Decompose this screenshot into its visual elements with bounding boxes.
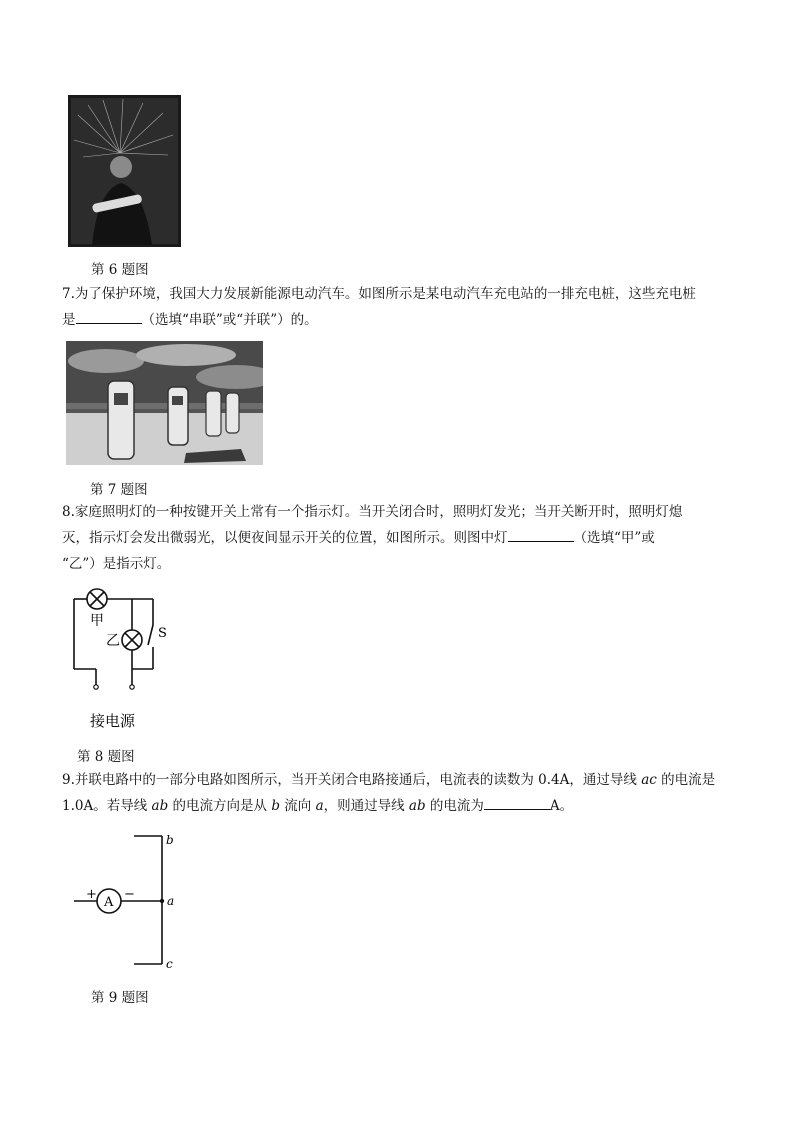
q9-line2-a: 1.0A。若导线: [62, 798, 148, 814]
q9-line2-b: 的电流方向是从: [172, 798, 268, 814]
q8-line2-before: 灭，指示灯会发出微弱光，以便夜间显示开关的位置，如图所示。则图中灯: [62, 530, 508, 546]
ammeter-label: A: [104, 895, 114, 910]
q7-line2-before: 是: [62, 312, 76, 328]
power-source-label: 接电源: [90, 712, 136, 730]
q8-caption: 第 8 题图: [77, 749, 135, 765]
q9-line2-c: 流向: [284, 798, 312, 814]
q9-line2-e: 的电流为: [429, 798, 484, 814]
q8-circuit: [66, 585, 176, 733]
q6-photo-svg: [68, 95, 181, 247]
q8-line2-after: （选填“甲”或: [573, 530, 655, 546]
point-b-label: b: [166, 833, 174, 847]
q9-circuit-svg: [72, 830, 182, 972]
q9-line2-f: A。: [549, 798, 574, 814]
q9-caption: 第 9 题图: [91, 990, 149, 1006]
ammeter-plus-label: +: [86, 887, 97, 902]
q7-line2-after: （选填“串联”或“并联”）的。: [141, 312, 318, 328]
lamp-jia-label: 甲: [90, 613, 104, 629]
q9-line2-d: ，则通过导线: [323, 798, 405, 814]
q9-text: [62, 767, 742, 819]
switch-s-icon: [148, 625, 153, 645]
q7-photo: [66, 341, 263, 465]
q7-photo-svg: [66, 341, 263, 465]
q9-line2: [62, 793, 742, 819]
q7-line2: [62, 307, 742, 333]
point-a-label: a: [167, 894, 175, 908]
q7-line1: 7.为了保护环境，我国大力发展新能源电动汽车。如图所示是某电动汽车充电站的一排充电桩，这些充电桩: [62, 286, 696, 302]
q9-var-ac: ac: [641, 772, 657, 788]
q9-line1: [62, 767, 742, 793]
switch-s-label: S: [158, 626, 167, 641]
q8-circuit-svg: [66, 585, 176, 733]
q9-circuit: [72, 830, 182, 972]
q8-line2: [62, 525, 742, 551]
point-c-label: c: [166, 957, 173, 971]
q6-caption: 第 6 题图: [91, 262, 149, 278]
q9-line1-a: 9.并联电路中的一部分电路如图所示，当开关闭合电路接通后，电流表的读数为 0.4A，通过导线: [62, 772, 637, 788]
q8-line1: 8.家庭照明灯的一种按键开关上常有一个指示灯。当开关闭合时，照明灯发光；当开关断开时，照明灯熄: [62, 504, 683, 520]
q8-text: [62, 499, 742, 577]
q9-var-b: b: [271, 798, 280, 814]
ammeter-minus-label: −: [124, 887, 135, 902]
q9-var-ab: ab: [151, 798, 169, 814]
q8-line3: “乙”）是指示灯。: [62, 556, 171, 572]
q9-var-a: a: [315, 798, 324, 814]
q9-answer-blank[interactable]: [484, 795, 550, 810]
q6-photo: [68, 95, 181, 247]
q7-caption: 第 7 题图: [90, 482, 148, 498]
q7-answer-blank[interactable]: [76, 309, 142, 324]
q8-answer-blank[interactable]: [508, 527, 574, 542]
q7-text: [62, 281, 742, 333]
lamp-yi-label: 乙: [106, 633, 120, 649]
q9-var-ab-2: ab: [408, 798, 426, 814]
q9-line1-b: 的电流是: [661, 772, 716, 788]
